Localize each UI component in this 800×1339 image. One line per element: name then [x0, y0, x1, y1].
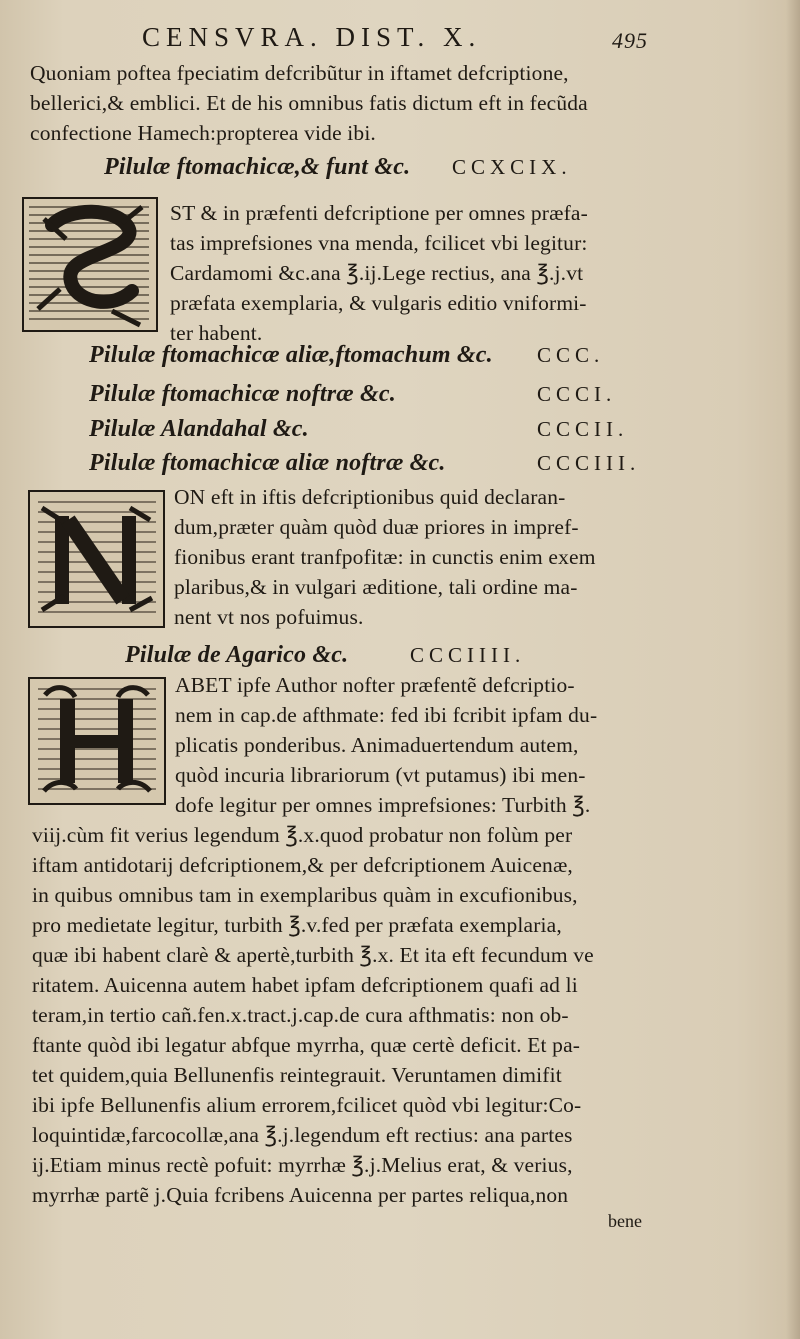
paragraph-2-line-4: plaribus,& in vulgari æditione, tali ordine ma-: [174, 575, 578, 599]
paragraph-2-line-1: ON eft in iftis defcriptionibus quid declaran-: [174, 485, 566, 509]
section-numeral-301: CCCI.: [537, 382, 617, 406]
paragraph-1-line-1: ST & in præfenti defcriptione per omnes præfa-: [170, 201, 588, 225]
section-heading-302-title: Pilulæ Alandahal &c.: [89, 416, 309, 442]
section-heading-303-title: Pilulæ ftomachicæ aliæ noftræ &c.: [89, 450, 446, 476]
paragraph-3-line-5: dofe legitur per omnes imprefsiones: Turbith ℥.: [175, 793, 591, 817]
page-edge-shadow: [786, 0, 800, 1339]
section-heading-303: [89, 448, 446, 478]
section-heading-299-title: Pilulæ ftomachicæ,& funt &c.: [104, 154, 411, 180]
paragraph-1-line-5: ter habent.: [170, 321, 263, 345]
intro-line-1: Quoniam poftea fpeciatim defcribũtur in iftamet defcriptione,: [30, 61, 569, 85]
section-heading-300-title: Pilulæ ftomachicæ aliæ,ftomachum &c.: [89, 342, 493, 368]
paragraph-3-line-13: ftante quòd ibi legatur abfque myrrha, quæ certè deficit. Et pa-: [32, 1033, 581, 1057]
paragraph-3-line-1: ABET ipfe Author nofter præfentẽ defcriptio-: [175, 673, 575, 697]
paragraph-3-line-15: ibi ipfe Bellunenfis alium errorem,fcilicet quòd vbi legitur:Co-: [32, 1093, 582, 1117]
section-heading-302: [89, 414, 309, 444]
section-numeral-299: CCXCIX.: [452, 155, 572, 179]
paragraph-3-line-17: ij.Etiam minus rectè pofuit: myrrhæ ℥.j.Melius erat, & verius,: [32, 1153, 573, 1177]
paragraph-3-line-12: teram,in tertio cañ.fen.x.tract.j.cap.de cura afthmatis: non ob-: [32, 1003, 569, 1027]
section-numeral-304: CCCIIII.: [410, 643, 526, 667]
woodcut-initial-h: [28, 677, 166, 805]
paragraph-3-line-11: ritatem. Auicenna autem habet ipfam defcriptionem quafi ad li: [32, 973, 578, 997]
paragraph-3-line-2: nem in cap.de afthmate: fed ibi fcribit ipfam du-: [175, 703, 598, 727]
page-number: 495: [612, 28, 648, 53]
paragraph-3-line-9: pro medietate legitur, turbith ℥.v.fed per præfata exemplaria,: [32, 913, 562, 937]
paragraph-3-line-10: quæ ibi habent clarè & apertè,turbith ℥.x. Et ita eft fecundum ve: [32, 943, 594, 967]
section-heading-304-title: Pilulæ de Agarico &c.: [125, 642, 349, 668]
paragraph-3-line-16: loquintidæ,farcocollæ,ana ℥.j.legendum eft rectius: ana partes: [32, 1123, 573, 1147]
section-heading-300: [89, 340, 493, 370]
section-heading-301-title: Pilulæ ftomachicæ noftræ &c.: [89, 381, 396, 407]
running-head: CENSVRA. DIST. X.: [142, 22, 482, 52]
paragraph-3-line-4: quòd incuria librariorum (vt putamus) ibi men-: [175, 763, 586, 787]
paragraph-1-line-4: præfata exemplaria, & vulgaris editio vniformi-: [170, 291, 587, 315]
section-numeral-300: CCC.: [537, 343, 605, 367]
paragraph-2-line-3: fionibus erant tranfpofitæ: in cunctis enim exem: [174, 545, 596, 569]
paragraph-3-line-18: myrrhæ partẽ j.Quia fcribens Auicenna per partes reliqua,non: [32, 1183, 569, 1207]
section-heading-299: [104, 152, 410, 182]
paragraph-3-line-7: iftam antidotarij defcriptionem,& per defcriptionem Auicenæ,: [32, 853, 573, 877]
woodcut-initial-s: [22, 197, 158, 332]
paragraph-3-line-3: plicatis ponderibus. Animaduertendum autem,: [175, 733, 579, 757]
section-heading-304: [125, 640, 348, 670]
paragraph-3-line-6: viij.cùm fit verius legendum ℥.x.quod probatur non folùm per: [32, 823, 573, 847]
intro-line-3: confectione Hamech:propterea vide ibi.: [30, 121, 376, 145]
section-numeral-302: CCCII.: [537, 417, 629, 441]
section-numeral-303: CCCIII.: [537, 451, 641, 475]
catchword: bene: [608, 1211, 642, 1231]
paragraph-2-line-5: nent vt nos pofuimus.: [174, 605, 364, 629]
intro-line-2: bellerici,& emblici. Et de his omnibus fatis dictum eft in fecũda: [30, 91, 588, 115]
paragraph-3-line-8: in quibus omnibus tam in exemplaribus quàm in excufionibus,: [32, 883, 578, 907]
paragraph-1-line-2: tas imprefsiones vna menda, fcilicet vbi legitur:: [170, 231, 588, 255]
paragraph-2-line-2: dum,præter quàm quòd duæ priores in impref-: [174, 515, 579, 539]
paragraph-1-line-3: Cardamomi &c.ana ℥.ij.Lege rectius, ana ℥.j.vt: [170, 261, 584, 285]
paragraph-3-line-14: tet quidem,quia Bellunenfis reintegrauit. Veruntamen dimifit: [32, 1063, 562, 1087]
woodcut-initial-n: [28, 490, 165, 628]
page-header: [0, 20, 800, 60]
section-heading-301: [89, 379, 396, 409]
